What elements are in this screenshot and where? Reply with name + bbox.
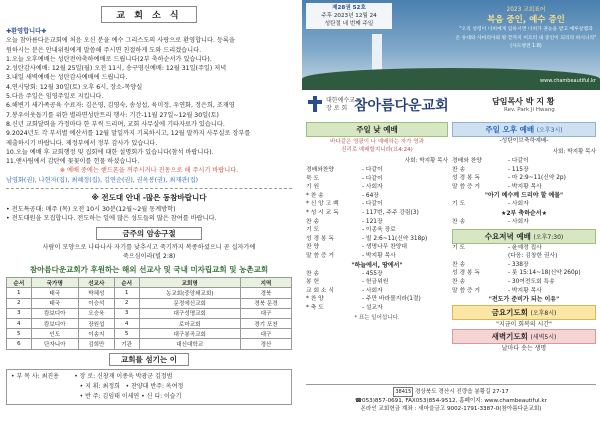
table-row	[7, 329, 292, 339]
table-cell: 5	[7, 329, 32, 339]
banner-url[interactable]: www.chambeautiful.kr	[540, 78, 596, 84]
order-content: - 30여전도회 특송	[508, 278, 555, 285]
theme-verse: (사도행전 1:8)	[510, 44, 542, 49]
morning-order	[306, 166, 448, 261]
morning-sermon-title: "하늘에서, 땅에서"	[351, 261, 403, 269]
order-row	[452, 200, 596, 209]
order-item: 찬 양	[306, 244, 320, 251]
table-row	[7, 308, 292, 318]
afternoon-time: (오후3시)	[536, 127, 563, 134]
verse-title: 금주의 암송구절	[96, 227, 202, 240]
verse-box	[6, 243, 292, 262]
theme-verse: "오직 성령이 너희에게 임하시면 너희가 권능을 받고 예루살렘과	[459, 27, 593, 32]
order-item: 성 경 봉 독	[452, 270, 480, 277]
order-item: 찬 송	[452, 278, 466, 285]
order-content: - 주만 바라볼지라(1절)	[362, 296, 421, 303]
order-content: - 설교자	[362, 304, 383, 311]
order-row	[452, 261, 596, 270]
evangelism-title: ※ 전도대 안내 -많은 동참바랍니다	[91, 193, 207, 203]
order-content: (다음: 김창한 권사)	[508, 253, 558, 260]
afternoon-title	[452, 122, 596, 137]
order-item: 기 원	[306, 184, 320, 191]
order-content: - 다같이	[508, 158, 529, 164]
table-header-row	[7, 278, 292, 288]
order-content: - 다같이	[362, 175, 383, 182]
dawn-title-text: 새벽기도회	[491, 332, 528, 342]
order-row	[452, 183, 596, 192]
news-title: 교 회 소 식	[101, 6, 197, 23]
order-item: 교 회 소 식	[306, 287, 334, 294]
table-cell: 박혜성	[78, 288, 114, 298]
table-cell: 2	[114, 298, 139, 308]
order-row	[306, 226, 448, 235]
order-item: 기 도	[452, 201, 466, 208]
issue-volume: 제28권 52호	[332, 5, 366, 11]
order-row	[306, 175, 448, 184]
table-cell: 2	[7, 298, 32, 308]
left-page	[0, 0, 298, 424]
order-item: * 신 앙 고 백	[306, 201, 339, 208]
morning-service	[306, 122, 448, 324]
order-row	[306, 166, 448, 175]
zip-code: 38415	[395, 389, 412, 395]
order-item: 말 씀 증 거	[452, 287, 480, 294]
issue-info	[306, 3, 392, 29]
table-cell: 1	[114, 288, 139, 298]
table-cell: 경북	[240, 288, 291, 298]
order-row	[452, 244, 596, 253]
table-cell: 3	[114, 308, 139, 318]
verse-text: 사람이 모양으로 나타나사 자기를 낮추시고 죽기까지 복종하셨으니 곧 십자가에	[42, 243, 256, 251]
table-cell: 장원섭	[78, 318, 114, 328]
order-content: - 117번, 주주 강림(3)	[362, 209, 419, 216]
order-row	[452, 218, 596, 227]
table-cell: 기관	[114, 339, 139, 349]
dawn-title	[452, 329, 596, 344]
evangelism-line: • 전도특공대: 매주 (목) 오전 10시 30분(12월~2월 동계방학)	[6, 206, 176, 214]
order-content: - 생명나무 찬양대	[362, 244, 407, 251]
order-content: - 다같이	[362, 201, 383, 208]
news-item: 3.내일 새벽예배는 성탄감사예배에 드립니다.	[6, 74, 128, 82]
phone-line: ☎053)857-0691, FAX053)854-9512, 홈페이지: www.chambeautiful.kr	[355, 398, 547, 404]
order-row	[306, 304, 448, 313]
news-item: 10.오늘 예배 후 교회행정 및 집회에 대한 설명회가 있습니다(참석 바랍니다).	[6, 148, 214, 156]
table-row	[7, 318, 292, 328]
order-item: 성 경 봉 독	[306, 235, 334, 242]
table-cell: 대구	[240, 329, 291, 339]
order-row	[306, 183, 448, 192]
morning-note: 진리로 예배할지니라(요4:24)	[341, 146, 413, 153]
order-content: - 빌 2:6~11(신약 318p)	[362, 235, 428, 242]
account-line: 온라인 교회헌금 계좌 : 새마을금고 9002-1791-3387-0(참아름다운교회)	[360, 406, 542, 412]
friday-time: (오후8시)	[530, 310, 557, 318]
phone-warning: ※ 예배 중에는 핸드폰을 꺼주시거나 진동으로 해 주시기 바랍니다.	[59, 167, 239, 175]
church-steeple-shape	[372, 34, 382, 74]
news-item: 11.앤사팀에서 감탄에 꽃꽃이를 헌물 하셨습니다.	[6, 158, 140, 166]
denomination	[326, 97, 355, 113]
table-row	[7, 298, 292, 308]
table-cell: 태국	[31, 298, 78, 308]
names-line: 남영화(권), 나현자(집), 최혜정(집), 김연순(권), 권옥봉(권), 최재관(집)	[6, 176, 199, 184]
order-item: 봉 헌	[306, 279, 320, 286]
table-cell: 1	[7, 288, 32, 298]
order-content: - 이종욱 장로	[362, 227, 396, 234]
contact-footer	[306, 384, 596, 413]
order-row	[306, 287, 448, 296]
order-item: * 찬 송	[306, 192, 324, 199]
order-content: - 455장	[362, 270, 383, 277]
news-item: 5.다음 주일은 임영주일로 지킵니다.	[6, 93, 104, 101]
dawn-text: 날마다 솟는 생명	[501, 345, 547, 353]
address: 경상북도 경산시 진량읍 봉황길 27-17	[415, 389, 509, 395]
issue-sub: 성탄절 네 번째 주일	[324, 21, 374, 27]
order-content: - 룻 15:14~18(신약 260p)	[508, 270, 581, 277]
standing-note: * 표는 일어섭니다.	[354, 314, 400, 321]
order-row	[306, 243, 448, 252]
wednesday-title	[452, 229, 596, 244]
table-cell: 캄보디아	[31, 318, 78, 328]
column-header: 교회명	[139, 278, 240, 288]
table-cell: 대구봉곡교회	[139, 329, 240, 339]
friday-title	[452, 305, 596, 320]
order-row	[452, 287, 596, 296]
column-header: 순서	[7, 278, 32, 288]
friday-title-text: 금요기도회	[491, 308, 528, 318]
wednesday-time: (오후7:30)	[533, 233, 564, 241]
morning-title: 주일 낮 예배	[306, 122, 448, 137]
order-item: 찬 송	[452, 261, 466, 268]
order-row	[452, 174, 596, 183]
order-item: 찬 송	[306, 218, 320, 225]
table-cell: 경산	[240, 339, 291, 349]
servers-line: • 지 휘: 최정희 • 찬양대 반주: 옥여정	[11, 382, 184, 390]
table-cell: 대구성명교회	[139, 308, 240, 318]
table-cell: 농교회(중앙쇄교회)	[139, 288, 240, 298]
table-cell: 5	[114, 329, 139, 339]
order-row	[452, 166, 596, 175]
news-item: 7.봉우이웃돕기를 위한 별라면성탄트리 행사: 기간-11월 27일~12월 30일(토)	[6, 111, 219, 119]
order-row	[306, 218, 448, 227]
servers-box	[6, 369, 292, 405]
order-content: - 박지황 목사	[508, 183, 542, 190]
order-row	[306, 252, 448, 261]
pastor-name: 담임목사 박 지 황	[492, 97, 555, 106]
order-content: - 115장	[508, 166, 529, 173]
order-content: - 박지황 목사	[362, 252, 396, 259]
order-row	[306, 278, 448, 287]
order-item: 찬 송	[452, 218, 466, 225]
order-item: 찬 송	[452, 166, 466, 173]
afternoon-title-text: 주일 오후 예배	[485, 125, 535, 134]
order-item: 말 씀 증 거	[306, 252, 334, 259]
verse-ref: 죽으심이라(빌 2:8)	[122, 252, 176, 260]
morning-order-2	[306, 270, 448, 313]
banner	[302, 0, 600, 90]
pastor-name-en: Rev. Park Ji Hwang	[504, 107, 555, 113]
welcome-line: 오늘 참아름다운교회에 처음 오신 분을 예수 그리스도의 사랑으로 환영합니다. 등록을	[6, 37, 235, 45]
news-item: 8.신년 교회달력을 가정마다 한 부씩 드리며, 교회 사무실에 기타자료가 있습니다.	[6, 120, 225, 128]
order-row	[452, 278, 596, 287]
banner-theme	[454, 4, 598, 51]
welcome-head: ✚환영합니다✚	[6, 28, 47, 35]
column-header: 국가명	[31, 278, 78, 288]
morning-note: 바다같은 영광이 나 예배하는 자가 영과	[330, 139, 424, 145]
table-cell: 4	[7, 318, 32, 328]
order-row	[306, 200, 448, 209]
friday-text: "지금이 회복의 시간"	[496, 321, 552, 329]
table-cell: 캄보디아	[31, 308, 78, 318]
table-cell: 이승석	[78, 298, 114, 308]
evangelism-line: • 전도대원을 모집합니다. 전도하는 일에 많은 성도들의 많은 참여를 바랍니다.	[6, 215, 217, 223]
dawn-time: (새벽5시)	[530, 334, 557, 342]
order-content: - 윤예정 집사	[508, 244, 542, 251]
order-content: - 마 2:9~11(신약 2p)	[508, 175, 566, 182]
table-cell: 인도	[31, 329, 78, 339]
news-item: 4.연시당회: 12월 30일(토) 오후 6시, 장소-목양실	[6, 83, 143, 91]
church-name: 참아름다운교회	[354, 98, 449, 114]
order-item: 경배와찬양	[306, 167, 334, 173]
order-content: - 다같이	[362, 167, 383, 173]
servers-line: • 반 주: 김임태 이세연 • 신 디: 이슬기	[11, 392, 182, 400]
servers-line: • 부 목 사: 최진용 • 장 로: 신창재 이종욱 박광군 김정범	[11, 372, 173, 380]
order-content: - 사회자	[508, 201, 529, 208]
table-cell: 이송지	[78, 329, 114, 339]
other-services	[452, 122, 596, 353]
table-cell: 단자니아	[31, 339, 78, 349]
address-line	[306, 387, 596, 397]
afternoon-subtitle: -성탄이브축하예배-	[499, 138, 549, 144]
evangelism-box	[6, 205, 292, 224]
order-content: - 사회자	[508, 218, 529, 225]
order-item	[452, 252, 508, 261]
order-item: * 축 도	[306, 304, 324, 311]
table-cell: 김희만	[78, 339, 114, 349]
order-item: 말 씀 증 거	[452, 183, 480, 190]
year-theme-label: 2023 교회표어	[506, 7, 546, 13]
order-item: 경배와 찬양	[452, 158, 482, 164]
order-content: - 사회자	[362, 184, 383, 191]
afternoon-sermon-title: "아기 예수께 드리야 할 예물"	[484, 192, 564, 200]
order-row	[452, 269, 596, 278]
year-theme: 복음 중인, 예수 증인	[487, 15, 565, 25]
table-cell: 4	[114, 318, 139, 328]
denomination-line: 대한예수교	[326, 97, 355, 104]
order-content: - 338장	[508, 261, 529, 268]
part2-heading: ★2부 축하순서★	[500, 209, 547, 217]
table-cell: 대구	[240, 308, 291, 318]
order-item: 기 도	[306, 227, 320, 234]
divider	[6, 188, 292, 189]
mission-table	[6, 277, 292, 349]
order-row	[306, 235, 448, 244]
morning-leader: 사회: 박지황 목사	[404, 158, 448, 164]
theme-verse: 온 유대와 사마리아와 땅 끝까지 이르러 내 증인이 되리라 하시니라"	[455, 35, 597, 41]
table-row	[7, 339, 292, 349]
order-content: - 사회자	[362, 287, 383, 294]
table-cell: 6	[7, 339, 32, 349]
column-header: 선교사	[78, 278, 114, 288]
order-item: 찬 송	[306, 270, 320, 277]
order-row	[306, 209, 448, 218]
welcome-line: 원하시는 분은 안내위원에게 말씀해 주시면 친절하게 도와 드리겠습니다.	[6, 46, 202, 54]
wednesday-sermon-title: "전도가 준비가 되는 이유"	[488, 296, 560, 304]
wednesday-title-text: 수요저녁 예배	[484, 231, 531, 241]
order-content: - 121장	[362, 218, 383, 225]
news-box	[6, 27, 292, 185]
order-row	[452, 157, 596, 166]
news-item: 2.성탄감사예배: 12월 25일(월) 오전 11시, 송구영신예배: 12월 31일(주일) 저녁	[6, 65, 227, 73]
table-cell: 경기 포천	[240, 318, 291, 328]
table-cell: 대신대학교	[139, 339, 240, 349]
order-content: - 64장	[362, 192, 379, 199]
order-row	[306, 295, 448, 304]
mission-title: 참아름다운교회가 후원하는 해외 선교사 및 국내 미자립교회 및 농촌교회	[29, 265, 269, 275]
column-header: 순서	[114, 278, 139, 288]
table-cell: 로마교회	[139, 318, 240, 328]
denomination-line: 장 로 회	[326, 105, 348, 112]
table-row	[7, 288, 292, 298]
order-row	[306, 192, 448, 201]
order-content: - 박지황 목사	[508, 287, 542, 294]
issue-date: 주후 2023년 12월 24	[321, 13, 377, 19]
table-cell: 문정에신교회	[139, 298, 240, 308]
table-cell: 태국	[31, 288, 78, 298]
order-row	[306, 270, 448, 279]
cross-icon	[308, 96, 322, 112]
table-cell: 오승욱	[78, 308, 114, 318]
news-item: 1.오늘 오후예배는 성탄전야축하예배로 드립니다(2부 축하순서가 있습니다).	[6, 55, 212, 63]
order-item: 묵 도	[306, 175, 320, 182]
news-item: 제출하시기 바랍니다. 제정부에서 정부 감사가 있습니다.	[6, 139, 158, 147]
order-item: 기 도	[452, 244, 466, 251]
order-content: - 헌금위원	[362, 279, 389, 286]
table-cell: 3	[7, 308, 32, 318]
afternoon-leader: 사회: 박지황 목사	[552, 149, 596, 155]
column-header: 지역	[240, 278, 291, 288]
order-row	[452, 252, 596, 261]
news-item: 6.해변기 새가족공육 수료자: 김은영, 김영숙, 송성섭, 육미정, 우연화, 정은희, 조재영	[6, 102, 235, 110]
church-header	[308, 94, 598, 116]
table-cell: 경북 문경	[240, 298, 291, 308]
right-page	[302, 0, 600, 424]
news-item: 9.2024년도 각 부서별 예산서를 12월 말일까지 기록하시고, 12월 말까지 사무실로 장부를	[6, 130, 251, 138]
servers-title: 교회를 섬기는 이	[109, 353, 189, 366]
order-item: * 성 시 교 독	[306, 209, 339, 216]
order-item: 성 경 봉 독	[452, 175, 480, 182]
order-item: * 찬 양	[306, 296, 324, 303]
